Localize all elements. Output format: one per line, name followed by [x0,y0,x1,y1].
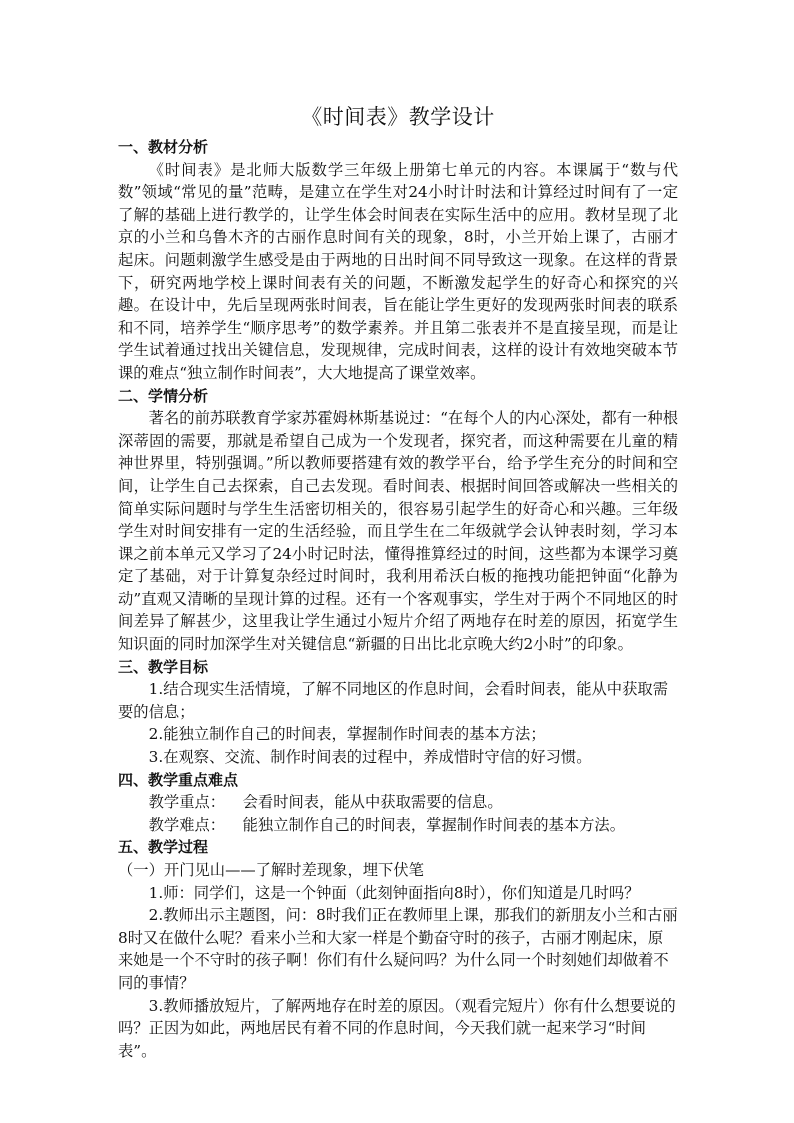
document-page [118,96,678,1062]
section-heading: 三、教学目标 [118,657,209,676]
section-key-difficult-points [118,769,678,837]
difficult-point-value: 能独立制作自己的时间表，掌握制作时间表的基本方法。 [242,815,626,834]
subsection-heading: （一）开门见山——了解时差现象，埋下伏笔 [118,861,424,879]
goal-item: 1.结合现实生活情境，了解不同地区的作息时间，会看时间表，能从中获取需要的信息； [118,680,668,721]
section-textbook-analysis [118,136,678,385]
section-heading: 二、学情分析 [118,386,209,405]
document-title: 《时间表》教学设计 [301,105,495,129]
section-heading: 一、教材分析 [118,138,209,156]
section-heading: 四、教学重点难点 [118,770,239,789]
difficult-point-row [118,814,678,837]
goal-item: 3.在观察、交流、制作时间表的过程中，养成惜时守信的好习惯。 [148,748,592,767]
section-heading: 五、教学过程 [118,838,209,857]
key-point-label: 教学重点： [148,793,226,812]
process-step: 1.师：同学们，这是一个钟面（此刻钟面指向8时），你们知道是几时吗？ [148,883,640,902]
process-step: 2.教师出示主题图，问：8时我们正在教师里上课，那我们的新朋友小兰和古丽8时又在做什么呢？看来小兰和大家一样是个勤奋守时的孩子，古丽才刚起床，原来她是一个不守时的孩子啊！你们有什么疑问吗？为什么同一个时刻她们却做着不同的事情？ [118,906,678,992]
difficult-point-label: 教学难点： [148,815,226,834]
goal-item: 2.能独立制作自己的时间表，掌握制作时间表的基本方法； [148,725,546,744]
process-step: 3.教师播放短片，了解两地存在时差的原因。（观看完短片）你有什么想要说的吗？正因为如此，两地居民有着不同的作息时间，今天我们就一起来学习“时间表”。 [118,996,676,1060]
section-teaching-goals [118,656,678,769]
key-point-value: 会看时间表，能从中获取需要的信息。 [242,793,503,812]
key-point-row [118,791,678,814]
section-student-analysis [118,385,678,656]
section-teaching-process [118,836,678,1062]
paragraph: 《时间表》是北师大版数学三年级上册第七单元的内容。本课属于“数与代数”领域“常见的量”范畴，是建立在学生对24小时计时法和计算经过时间有了一定了解的基础上进行教学的，让学生体会时间表在实际生活中的应用。教材呈现了北京的小兰和乌鲁木齐的古丽作息时间有关的现象，8时，小兰开始上课了，古丽才起床。问题刺激学生感受是由于两地的日出时间不同导致这一现象。在这样的背景下，研究两地学校上课时间表有关的问题，不断激发起学生的好奇心和探究的兴趣。在设计中，先后呈现两张时间表，旨在能让学生更好的发现两张时间表的联系和不同，培养学生“顺序思考”的数学素养。并且第二张表并不是直接呈现，而是让学生试着通过找出关键信息，发现规律，完成时间表，这样的设计有效地突破本节课的难点“独立制作时间表”，大大地提高了课堂效率。 [118,160,678,382]
paragraph: 著名的前苏联教育学家苏霍姆林斯基说过：“在每个人的内心深处，都有一种根深蒂固的需要，那就是希望自己成为一个发现者，探究者，而这种需要在儿童的精神世界里，特别强调。”所以教师要搭建有效的教学平台，给予学生充分的时间和空间，让学生自己去探索，自己去发现。看时间表、根据时间回答或解决一些相关的简单实际问题时与学生生活密切相关的，很容易引起学生的好奇心和兴趣。三年级学生对时间安排有一定的生活经验，而且学生在二年级就学会认钟表时刻，学习本课之前本单元又学习了24小时记时法，懂得推算经过的时间，这些都为本课学习奠定了基础，对于计算复杂经过时间时，我利用希沃白板的拖拽功能把钟面“化静为动”直观又清晰的呈现计算的过程。还有一个客观事实，学生对于两个不同地区的时间差异了解甚少，这里我让学生通过小短片介绍了两地存在时差的原因，拓宽学生知识面的同时加深学生对关键信息“新疆的日出比北京晚大约2小时”的印象。 [118,409,678,654]
